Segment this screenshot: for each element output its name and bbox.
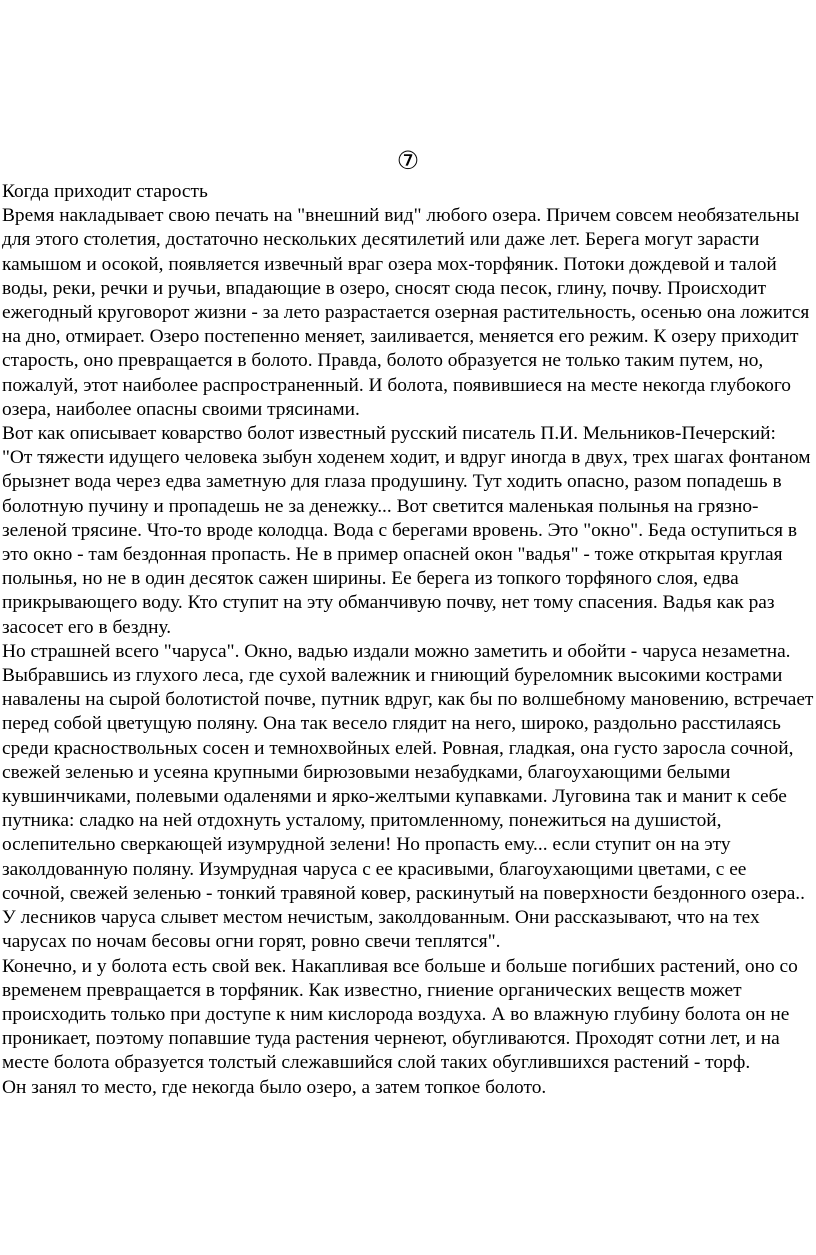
document-body — [2, 180, 814, 1100]
document-title: Когда приходит старость — [2, 181, 208, 202]
page-number-marker: ⑦ — [396, 146, 420, 175]
paragraph-conclusion: Он занял то место, где некогда было озеро, а затем топкое болото. — [2, 1076, 547, 1098]
paragraph-author-intro: Вот как описывает коварство болот известный русский писатель П.И. Мельников-Печерский: — [2, 423, 776, 445]
paragraph-quote-okno: "От тяжести идущего человека зыбун ходенем ходит, и вдруг иногда в двух, трех шагах фонтаном брызнет вода через едва заметную для глаза продушину. Тут ходить опасно, разом попадешь в болотную пучину и пропадешь не за денежку... Вот светится маленькая полынья на грязно-зеленой трясине. Что-то вроде колодца. Вода с берегами вровень. Это "окно". Беда оступиться в это окно - там бездонная пропасть. Не в пример опасней окон "вадья" - тоже открытая круглая полынья, но не в один десяток сажен ширины. Ее берега из топкого торфяного слоя, едва прикрывающего воду. Кто ступит на эту обманчивую почву, нет тому спасения. Вадья как раз засосет его в бездну. — [2, 447, 811, 638]
paragraph-quote-end: У лесников чаруса слывет местом нечистым, заколдованным. Они рассказывают, что на тех чарусах по ночам бесовы огни горят, ровно свечи теплятся". — [2, 907, 760, 953]
paragraph-intro: Время накладывает свою печать на "внешний вид" любого озера. Причем совсем необязательны для этого столетия, достаточно нескольких десятилетий или даже лет. Берега могут зарасти камышом и осокой, появляется извечный враг озера мох-торфяник. Потоки дождевой и талой воды, реки, речки и ручьи, впадающие в озеро, сносят сюда песок, глину, почву. Происходит ежегодный круговорот жизни - за лето разрастается озерная растительность, осенью она ложится на дно, отмирает. Озеро постепенно меняет, заиливается, меняется его режим. К озеру приходит старость, оно превращается в болото. Правда, болото образуется не только таким путем, но, пожалуй, этот наиболее распространенный. И болота, появившиеся на месте некогда глубокого озера, наиболее опасны своими трясинами. — [2, 205, 810, 420]
paragraph-peat: Конечно, и у болота есть свой век. Накапливая все больше и больше погибших растений, оно со временем превращается в торфяник. Как известно, гниение органических веществ может происходить только при доступе к ним кислорода воздуха. А во влажную глубину болота он не проникает, поэтому попавшие туда растения чернеют, обугливаются. Проходят сотни лет, и на месте болота образуется толстый слежавшийся слой таких обуглившихся растений - торф. — [2, 955, 798, 1074]
paragraph-quote-charusa: Но страшней всего "чаруса". Окно, вадью издали можно заметить и обойти - чаруса незаметна. Выбравшись из глухого леса, где сухой валежник и гниющий буреломник высокими кострами навалены на сырой болотистой почве, путник вдруг, как бы по волшебному мановению, встречает перед собой цветущую поляну. Она так весело глядит на него, широко, раздольно расстилаясь среди красноствольных сосен и темнохвойных елей. Ровная, гладкая, она густо заросла сочной, свежей зеленью и усеяна крупными бирюзовыми незабудками, благоухающими белыми кувшинчиками, полевыми одаленями и ярко-желтыми купавками. Луговина так и манит к себе путника: сладко на ней отдохнуть усталому, притомленному, понежиться на душистой, ослепительно сверкающей изумрудной зелени! Но пропасть ему... если ступит он на эту заколдованную поляну. Изумрудная чаруса с ее красивыми, благоухающими цветами, с ее сочной, свежей зеленью - тонкий травяной ковер, раскинутый на поверхности бездонного озера.. — [2, 640, 814, 904]
